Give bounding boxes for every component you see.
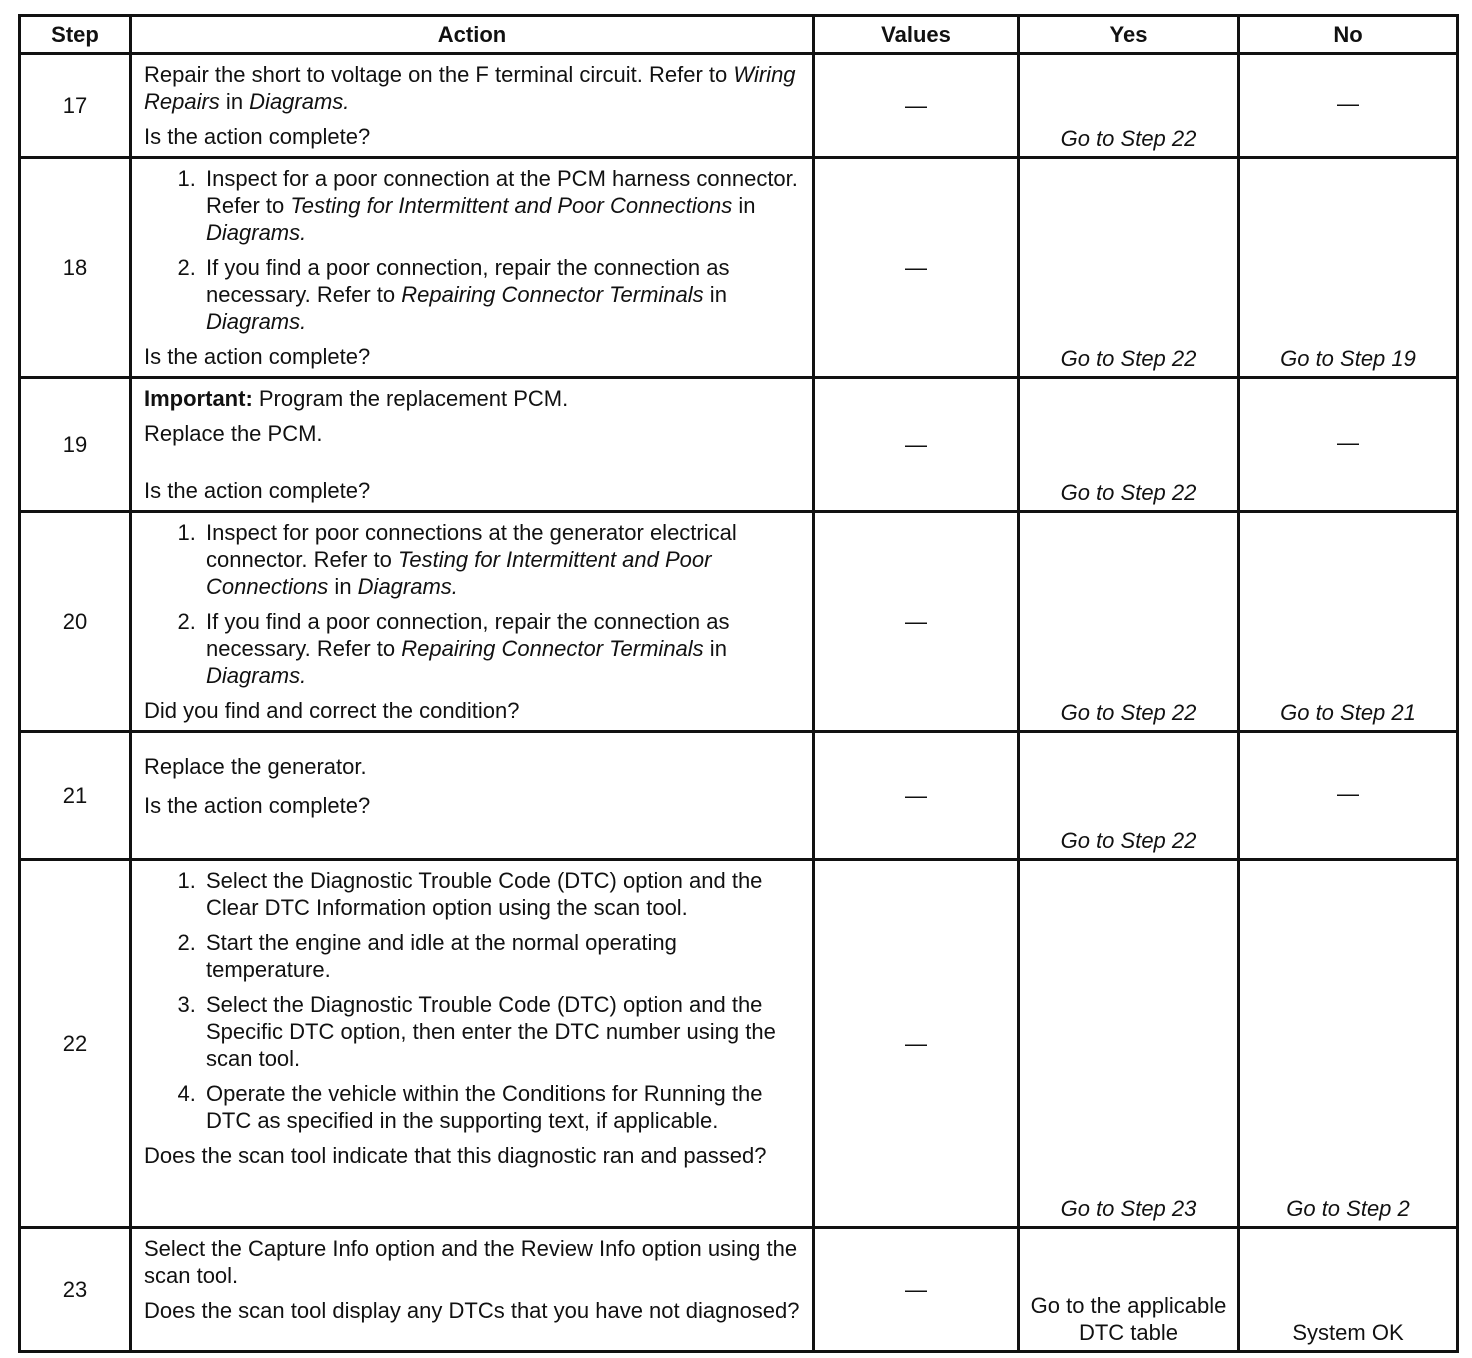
- action-cell: [131, 54, 814, 158]
- value-cell: —: [814, 378, 1019, 512]
- action-list: [144, 867, 802, 1134]
- list-item: 1. Inspect for poor connections at the generator electrical connector. Refer to Testing for Intermittent and Poor Connections in Diagrams.: [202, 519, 802, 600]
- yes-cell: Go to Step 22: [1019, 732, 1239, 860]
- no-cell: —: [1239, 54, 1458, 158]
- action-question: Is the action complete?: [144, 124, 371, 149]
- action-cell: [131, 860, 814, 1228]
- action-text: Replace the generator.: [144, 754, 367, 779]
- step-number: 17: [20, 54, 131, 158]
- list-item: 4. Operate the vehicle within the Conditions for Running the DTC as specified in the supporting text, if applicable.: [202, 1080, 802, 1134]
- value-cell: —: [814, 1228, 1019, 1352]
- yes-cell: Go to Step 22: [1019, 54, 1239, 158]
- header-step: Step: [20, 16, 131, 54]
- list-item: 3. Select the Diagnostic Trouble Code (DTC) option and the Specific DTC option, then enter the DTC number using the scan tool.: [202, 991, 802, 1072]
- yes-cell: Go to Step 22: [1019, 158, 1239, 378]
- yes-cell: Go to Step 23: [1019, 860, 1239, 1228]
- action-cell: [131, 512, 814, 732]
- action-text: Repair the short to voltage on the F terminal circuit. Refer to Wiring Repairs in Diagrams.: [144, 62, 796, 114]
- table-row-step-23: [20, 1228, 1458, 1352]
- value-cell: —: [814, 158, 1019, 378]
- no-cell: System OK: [1239, 1228, 1458, 1352]
- step-number: 19: [20, 378, 131, 512]
- header-row: [20, 16, 1458, 54]
- action-question: Is the action complete?: [144, 793, 371, 818]
- list-item: 2. Start the engine and idle at the normal operating temperature.: [202, 929, 802, 983]
- header-yes: Yes: [1019, 16, 1239, 54]
- list-item: 2. If you find a poor connection, repair the connection as necessary. Refer to Repairing Connector Terminals in Diagrams.: [202, 254, 802, 335]
- table-row-step-22: [20, 860, 1458, 1228]
- step-number: 22: [20, 860, 131, 1228]
- step-number: 18: [20, 158, 131, 378]
- value-cell: —: [814, 512, 1019, 732]
- action-cell: [131, 732, 814, 860]
- no-cell: Go to Step 19: [1239, 158, 1458, 378]
- yes-cell: Go to the applicable DTC table: [1019, 1228, 1239, 1352]
- action-cell: [131, 378, 814, 512]
- diagnostic-table: [18, 14, 1459, 1353]
- action-text: Select the Capture Info option and the Review Info option using the scan tool.: [144, 1236, 798, 1288]
- no-cell: Go to Step 2: [1239, 860, 1458, 1228]
- important-note: Important: Program the replacement PCM.: [144, 386, 569, 411]
- action-question: Did you find and correct the condition?: [144, 698, 520, 723]
- step-number: 21: [20, 732, 131, 860]
- table-row-step-20: [20, 512, 1458, 732]
- step-number: 20: [20, 512, 131, 732]
- list-item: 2. If you find a poor connection, repair the connection as necessary. Refer to Repairing Connector Terminals in Diagrams.: [202, 608, 802, 689]
- table-row-step-19: [20, 378, 1458, 512]
- action-question: Does the scan tool display any DTCs that you have not diagnosed?: [144, 1298, 800, 1323]
- header-action: Action: [131, 16, 814, 54]
- table-row-step-18: [20, 158, 1458, 378]
- header-no: No: [1239, 16, 1458, 54]
- list-item: 1. Select the Diagnostic Trouble Code (DTC) option and the Clear DTC Information option using the scan tool.: [202, 867, 802, 921]
- action-cell: [131, 158, 814, 378]
- action-cell: [131, 1228, 814, 1352]
- value-cell: —: [814, 54, 1019, 158]
- table-row-step-21: [20, 732, 1458, 860]
- value-cell: —: [814, 732, 1019, 860]
- action-list: [144, 165, 802, 335]
- yes-cell: Go to Step 22: [1019, 512, 1239, 732]
- step-number: 23: [20, 1228, 131, 1352]
- list-item: 1. Inspect for a poor connection at the PCM harness connector. Refer to Testing for Intermittent and Poor Connections in Diagrams.: [202, 165, 802, 246]
- action-question: Is the action complete?: [144, 344, 371, 369]
- value-cell: —: [814, 860, 1019, 1228]
- no-cell: Go to Step 21: [1239, 512, 1458, 732]
- header-values: Values: [814, 16, 1019, 54]
- action-text: Replace the PCM.: [144, 421, 323, 446]
- yes-cell: Go to Step 22: [1019, 378, 1239, 512]
- action-question: Does the scan tool indicate that this diagnostic ran and passed?: [144, 1143, 767, 1168]
- table-row-step-17: [20, 54, 1458, 158]
- action-list: [144, 519, 802, 689]
- no-cell: —: [1239, 378, 1458, 512]
- no-cell: —: [1239, 732, 1458, 860]
- action-question: Is the action complete?: [144, 478, 371, 503]
